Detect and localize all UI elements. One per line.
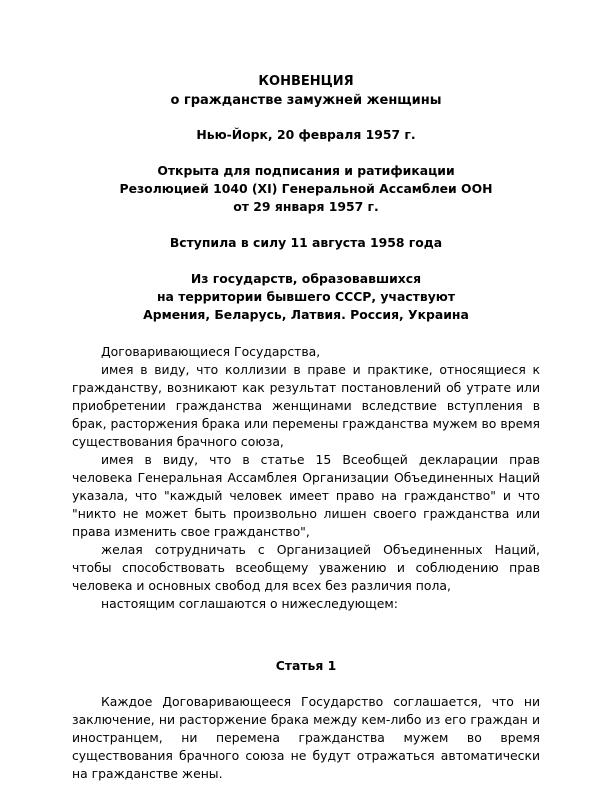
preamble-paragraph: желая сотрудничать с Организацией Объединенных Наций, чтобы способствовать всеобщему уважению и соблюдению прав человека и основных свобод для всех без различия пола, — [72, 542, 540, 593]
preamble-paragraph: имея в виду, что коллизии в праве и практике, относящиеся к гражданству, возникают как результат постановлений об утрате или приобретении гражданства женщинами вследствие вступления в брак, расторжения брака или перемены гражданства мужем во время существования брачного союза, — [72, 362, 540, 449]
participating-states — [72, 270, 540, 324]
place-date: Нью-Йорк, 20 февраля 1957 г. — [196, 127, 416, 142]
opened-line: Резолюцией 1040 (XI) Генеральной Ассамблеи ООН — [119, 181, 493, 196]
opened-line: Открыта для подписания и ратификации — [157, 163, 455, 178]
document-header — [72, 72, 540, 110]
preamble-paragraph: Договаривающиеся Государства, — [101, 344, 321, 359]
document-page — [72, 72, 540, 783]
preamble-paragraph: имея в виду, что в статье 15 Всеобщей декларации прав человека Генеральная Ассамблея Организации Объединенных Наций указала, что "каждый человек имеет право на гражданство" и что "никто не может быть произвольно лишен своего гражданства или права изменить свое гражданство", — [72, 452, 540, 539]
document-subtitle: о гражданстве замужней женщины — [170, 93, 442, 108]
preamble — [72, 343, 540, 613]
document-title: КОНВЕНЦИЯ — [258, 74, 354, 89]
states-line: Армения, Беларусь, Латвия. Россия, Украина — [143, 307, 469, 322]
preamble-paragraph: настоящим соглашаются о нижеследующем: — [101, 596, 398, 611]
opened-line: от 29 января 1957 г. — [233, 199, 379, 214]
states-line: на территории бывшего СССР, участвуют — [156, 289, 456, 304]
opened-for-signature — [72, 162, 540, 216]
article-1-paragraph: Каждое Договаривающееся Государство соглашается, что ни заключение, ни расторжение брака между кем-либо из его граждан и иностранцем, ни перемена гражданства мужем во время существования брачного союза не будут отражаться автоматически на гражданстве жены. — [72, 694, 540, 781]
article-1-body — [72, 693, 540, 783]
states-line: Из государств, образовавшихся — [190, 271, 422, 286]
article-1-title: Статья 1 — [275, 658, 337, 673]
entry-into-force: Вступила в силу 11 августа 1958 года — [169, 235, 443, 250]
